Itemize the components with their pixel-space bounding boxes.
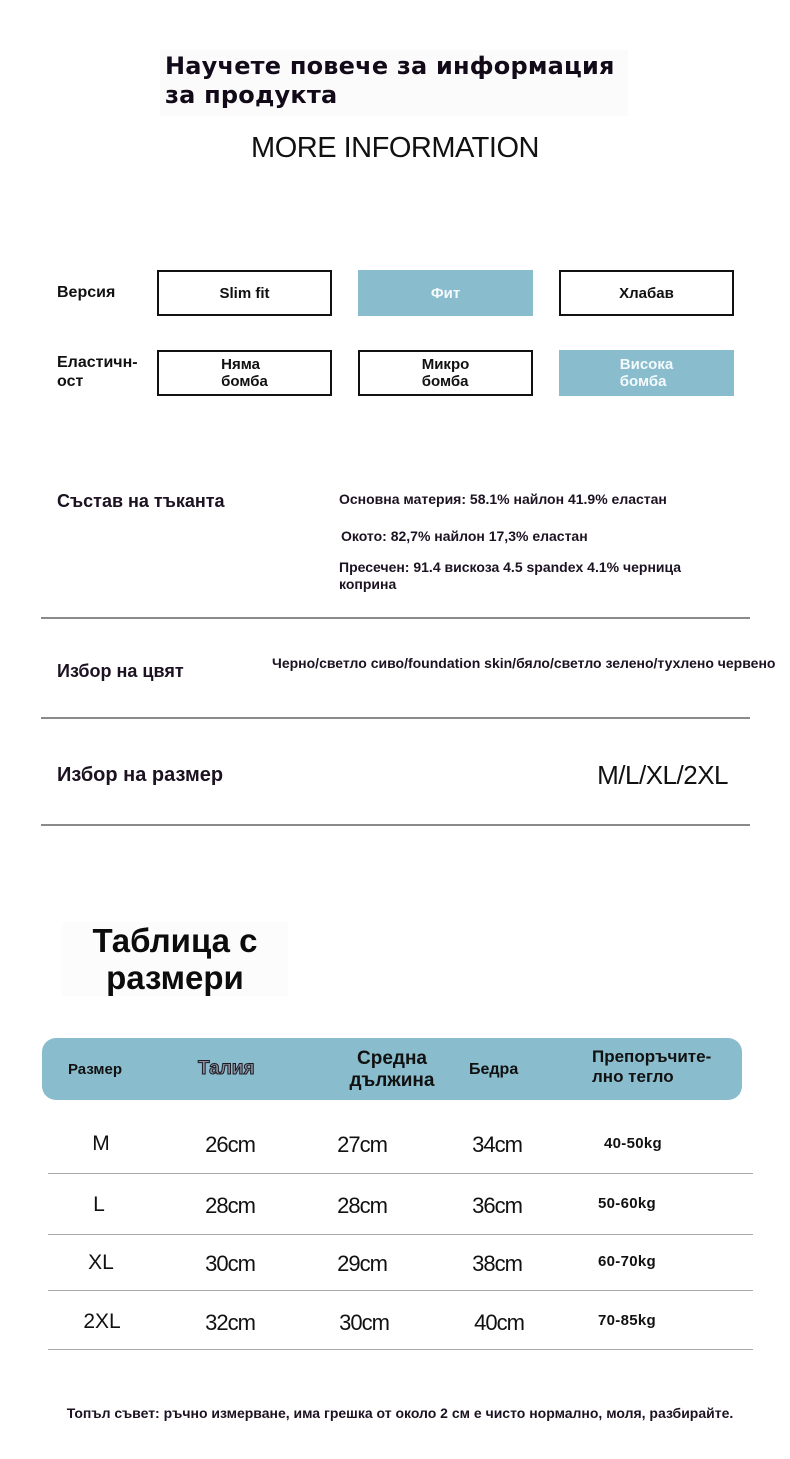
cell-waist: 32cm	[205, 1310, 255, 1335]
cell-size: XL	[88, 1251, 114, 1274]
fabric-mesh: Окото: 82,7% найлон 17,3% еластан	[341, 528, 588, 544]
header-weight-line-2: лно тегло	[592, 1067, 674, 1086]
row-divider	[48, 1349, 753, 1350]
cell-length: 29cm	[337, 1251, 387, 1276]
cell-weight: 50-60kg	[598, 1195, 656, 1212]
header-length-line-2: дължина	[349, 1070, 435, 1091]
header-size: Размер	[68, 1061, 123, 1078]
cell-waist: 26cm	[205, 1132, 255, 1157]
option-label: Няма бомба	[221, 356, 268, 390]
cell-hips: 36cm	[472, 1193, 522, 1218]
fabric-main: Основна материя: 58.1% найлон 41.9% еластан	[339, 491, 667, 507]
size-table-title-line-2: размери	[106, 959, 244, 996]
size-table-title-line-1: Таблица с	[92, 922, 258, 959]
divider	[41, 824, 750, 826]
cell-length: 27cm	[337, 1132, 387, 1157]
size-label: Избор на размер	[57, 764, 224, 786]
row-divider	[48, 1173, 753, 1174]
option-label: Фит	[430, 284, 461, 302]
cell-weight: 40-50kg	[604, 1135, 662, 1152]
option-label: Микро бомба	[421, 356, 470, 390]
cell-waist: 28cm	[205, 1193, 255, 1218]
version-option-fit[interactable]	[358, 270, 533, 316]
size-options: M/L/XL/2XL	[597, 760, 728, 790]
divider	[41, 617, 750, 619]
fabric-label: Състав на тъканта	[57, 491, 225, 511]
header-hips: Бедра	[469, 1061, 519, 1078]
elasticity-option-none[interactable]	[157, 350, 332, 396]
header-waist: Талия	[198, 1058, 255, 1079]
header-length-line-1: Средна	[357, 1048, 427, 1069]
cell-length: 30cm	[339, 1310, 389, 1335]
color-label: Избор на цвят	[57, 661, 184, 681]
version-option-loose[interactable]	[559, 270, 734, 316]
option-label: Slim fit	[219, 284, 270, 302]
row-divider	[48, 1290, 753, 1291]
header-length	[312, 1048, 472, 1092]
cell-size: 2XL	[83, 1310, 121, 1333]
cell-hips: 38cm	[472, 1251, 522, 1276]
cell-hips: 34cm	[472, 1132, 522, 1157]
size-table-title	[62, 922, 288, 996]
cell-weight: 70-85kg	[598, 1312, 656, 1329]
row-divider	[48, 1234, 753, 1235]
version-label: Версия	[57, 284, 116, 301]
version-option-slim-fit[interactable]	[157, 270, 332, 316]
cell-length: 28cm	[337, 1193, 387, 1218]
option-label: Хлабав	[619, 284, 674, 302]
footer-note: Топъл съвет: ръчно измерване, има грешка от около 2 см е чисто нормално, моля, разбирайте.	[66, 1405, 734, 1421]
cell-size: L	[93, 1193, 105, 1216]
cell-size: M	[92, 1132, 110, 1155]
elasticity-label-line-1: Еластичн-	[57, 354, 138, 371]
header-weight-line-1: Препоръчите-	[592, 1047, 712, 1066]
elasticity-label	[57, 353, 138, 391]
color-options: Черно/светло сиво/foundation skin/бяло/светло зелено/тухлено червено	[272, 655, 776, 671]
cell-hips: 40cm	[474, 1310, 524, 1335]
size-table-header	[42, 1038, 742, 1100]
fabric-cut: Пресечен: 91.4 вискоза 4.5 spandex 4.1% черница коприна	[339, 559, 682, 592]
elasticity-label-line-2: ост	[57, 373, 84, 390]
elasticity-option-high[interactable]	[559, 350, 734, 396]
page-subtitle: MORE INFORMATION	[251, 132, 539, 164]
cell-weight: 60-70kg	[598, 1253, 656, 1270]
cell-waist: 30cm	[205, 1251, 255, 1276]
elasticity-option-micro[interactable]	[358, 350, 533, 396]
header-weight	[592, 1047, 711, 1087]
divider	[41, 717, 750, 719]
page-title-line-2: за продукта	[165, 81, 338, 109]
option-label: Висока бомба	[619, 356, 674, 390]
page-title	[165, 52, 615, 110]
page-title-line-1: Научете повече за информация	[165, 52, 615, 80]
